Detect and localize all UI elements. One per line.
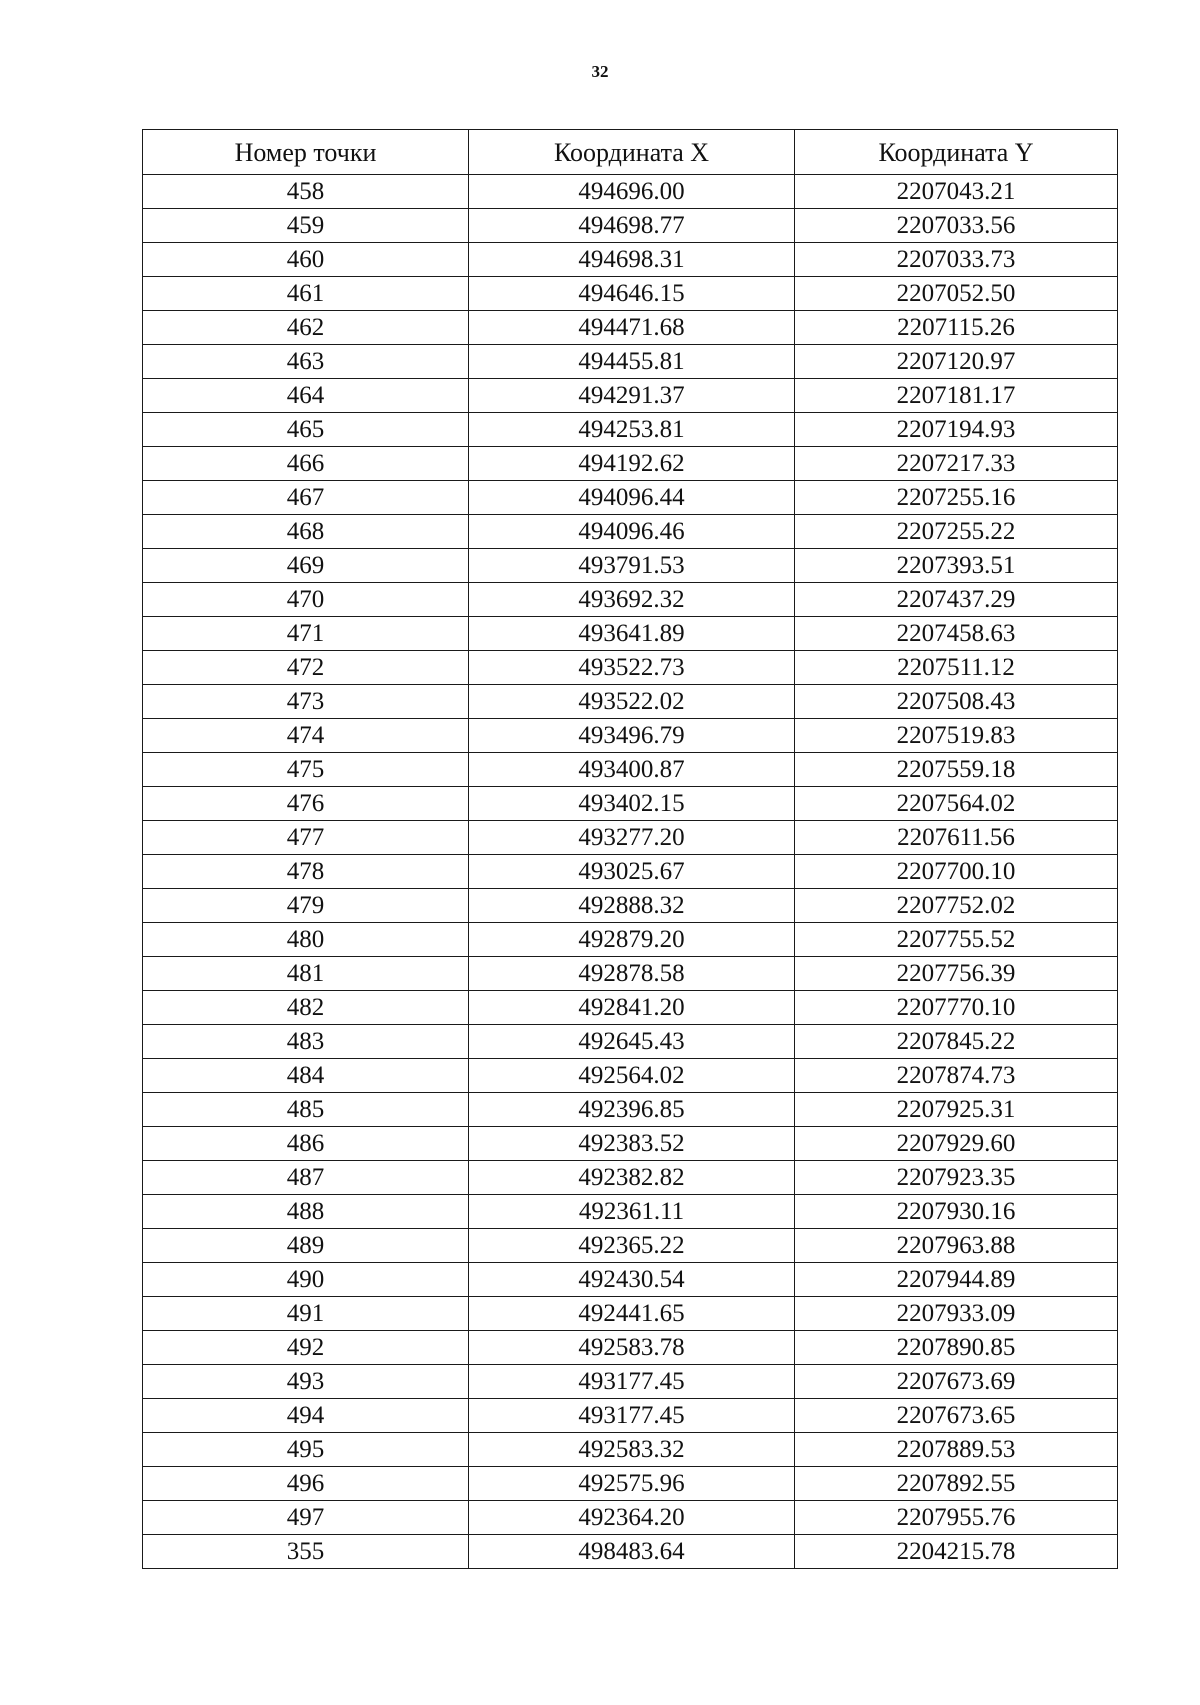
coordinate-x-cell: 493400.87	[469, 753, 795, 787]
coordinate-y-cell: 2207700.10	[795, 855, 1118, 889]
point-number-cell: 464	[143, 379, 469, 413]
coordinate-y-cell: 2207217.33	[795, 447, 1118, 481]
coordinate-x-cell: 493692.32	[469, 583, 795, 617]
point-number-cell: 478	[143, 855, 469, 889]
table-row	[143, 1399, 1118, 1433]
point-number-cell: 459	[143, 209, 469, 243]
coordinate-y-cell: 2207755.52	[795, 923, 1118, 957]
table-row	[143, 753, 1118, 787]
point-number-cell: 491	[143, 1297, 469, 1331]
coordinate-x-cell: 494291.37	[469, 379, 795, 413]
coordinate-y-cell: 2207511.12	[795, 651, 1118, 685]
coordinate-x-cell: 493177.45	[469, 1365, 795, 1399]
point-number-cell: 489	[143, 1229, 469, 1263]
coordinate-x-cell: 492430.54	[469, 1263, 795, 1297]
table-row	[143, 821, 1118, 855]
coordinate-y-cell: 2207756.39	[795, 957, 1118, 991]
coordinate-y-cell: 2207033.56	[795, 209, 1118, 243]
table-row	[143, 583, 1118, 617]
coordinate-x-cell: 492365.22	[469, 1229, 795, 1263]
coordinate-x-cell: 494253.81	[469, 413, 795, 447]
coordinate-y-cell: 2207929.60	[795, 1127, 1118, 1161]
point-number-cell: 476	[143, 787, 469, 821]
coordinate-x-cell: 493025.67	[469, 855, 795, 889]
table-row	[143, 345, 1118, 379]
coordinate-x-cell: 494096.46	[469, 515, 795, 549]
point-number-cell: 467	[143, 481, 469, 515]
point-number-cell: 469	[143, 549, 469, 583]
table-row	[143, 1331, 1118, 1365]
point-number-cell: 468	[143, 515, 469, 549]
table-row	[143, 379, 1118, 413]
point-number-cell: 465	[143, 413, 469, 447]
coordinate-y-cell: 2207255.16	[795, 481, 1118, 515]
table-row	[143, 1467, 1118, 1501]
coordinate-y-cell: 2207564.02	[795, 787, 1118, 821]
coordinate-x-cell: 493402.15	[469, 787, 795, 821]
coordinate-y-cell: 2207052.50	[795, 277, 1118, 311]
table-row	[143, 1297, 1118, 1331]
table-row	[143, 1093, 1118, 1127]
coordinate-y-cell: 2207963.88	[795, 1229, 1118, 1263]
coordinate-y-cell: 2207611.56	[795, 821, 1118, 855]
coordinate-x-cell: 493641.89	[469, 617, 795, 651]
table-row	[143, 277, 1118, 311]
coordinate-y-cell: 2207874.73	[795, 1059, 1118, 1093]
point-number-cell: 488	[143, 1195, 469, 1229]
coordinate-y-cell: 2207255.22	[795, 515, 1118, 549]
coordinate-x-cell: 492441.65	[469, 1297, 795, 1331]
header-point-number: Номер точки	[143, 130, 469, 175]
coordinate-y-cell: 2207519.83	[795, 719, 1118, 753]
table-row	[143, 923, 1118, 957]
table-row	[143, 719, 1118, 753]
table-row	[143, 1263, 1118, 1297]
coordinate-y-cell: 2207930.16	[795, 1195, 1118, 1229]
point-number-cell: 472	[143, 651, 469, 685]
point-number-cell: 483	[143, 1025, 469, 1059]
coordinate-y-cell: 2207181.17	[795, 379, 1118, 413]
coordinate-x-cell: 493496.79	[469, 719, 795, 753]
table-body	[143, 175, 1118, 1569]
point-number-cell: 471	[143, 617, 469, 651]
coordinate-y-cell: 2207925.31	[795, 1093, 1118, 1127]
point-number-cell: 477	[143, 821, 469, 855]
point-number-cell: 460	[143, 243, 469, 277]
coordinate-x-cell: 493277.20	[469, 821, 795, 855]
coordinate-x-cell: 492841.20	[469, 991, 795, 1025]
coordinate-y-cell: 2207458.63	[795, 617, 1118, 651]
coordinate-y-cell: 2207890.85	[795, 1331, 1118, 1365]
coordinates-table	[142, 129, 1118, 1569]
coordinate-x-cell: 492382.82	[469, 1161, 795, 1195]
table-row	[143, 651, 1118, 685]
point-number-cell: 486	[143, 1127, 469, 1161]
coordinate-y-cell: 2207194.93	[795, 413, 1118, 447]
coordinate-y-cell: 2207673.69	[795, 1365, 1118, 1399]
table-row	[143, 957, 1118, 991]
point-number-cell: 490	[143, 1263, 469, 1297]
point-number-cell: 480	[143, 923, 469, 957]
header-coordinate-y: Координата Y	[795, 130, 1118, 175]
coordinate-x-cell: 494455.81	[469, 345, 795, 379]
table-row	[143, 1501, 1118, 1535]
point-number-cell: 463	[143, 345, 469, 379]
table-header-row	[143, 130, 1118, 175]
table-row	[143, 1025, 1118, 1059]
coordinate-x-cell: 493791.53	[469, 549, 795, 583]
point-number-cell: 458	[143, 175, 469, 209]
table-row	[143, 1365, 1118, 1399]
coordinate-y-cell: 2207043.21	[795, 175, 1118, 209]
coordinate-x-cell: 494471.68	[469, 311, 795, 345]
coordinate-x-cell: 492564.02	[469, 1059, 795, 1093]
coordinate-x-cell: 494698.77	[469, 209, 795, 243]
coordinate-x-cell: 492383.52	[469, 1127, 795, 1161]
coordinate-y-cell: 2207944.89	[795, 1263, 1118, 1297]
table-row	[143, 175, 1118, 209]
coordinate-x-cell: 492888.32	[469, 889, 795, 923]
coordinate-x-cell: 492583.78	[469, 1331, 795, 1365]
point-number-cell: 461	[143, 277, 469, 311]
point-number-cell: 466	[143, 447, 469, 481]
coordinate-x-cell: 498483.64	[469, 1535, 795, 1569]
table-row	[143, 1535, 1118, 1569]
coordinate-y-cell: 2207892.55	[795, 1467, 1118, 1501]
point-number-cell: 482	[143, 991, 469, 1025]
coordinate-y-cell: 2207933.09	[795, 1297, 1118, 1331]
table-row	[143, 787, 1118, 821]
point-number-cell: 481	[143, 957, 469, 991]
coordinate-y-cell: 2207889.53	[795, 1433, 1118, 1467]
coordinate-x-cell: 493522.73	[469, 651, 795, 685]
point-number-cell: 495	[143, 1433, 469, 1467]
coordinate-x-cell: 493522.02	[469, 685, 795, 719]
coordinate-y-cell: 2207770.10	[795, 991, 1118, 1025]
table-row	[143, 1433, 1118, 1467]
coordinate-x-cell: 494646.15	[469, 277, 795, 311]
table-row	[143, 413, 1118, 447]
coordinate-y-cell: 2207115.26	[795, 311, 1118, 345]
table-row	[143, 447, 1118, 481]
coordinate-y-cell: 2207845.22	[795, 1025, 1118, 1059]
coordinate-y-cell: 2207393.51	[795, 549, 1118, 583]
coordinate-x-cell: 492396.85	[469, 1093, 795, 1127]
coordinate-x-cell: 494096.44	[469, 481, 795, 515]
point-number-cell: 496	[143, 1467, 469, 1501]
point-number-cell: 475	[143, 753, 469, 787]
point-number-cell: 493	[143, 1365, 469, 1399]
table-row	[143, 991, 1118, 1025]
coordinate-y-cell: 2207508.43	[795, 685, 1118, 719]
table-row	[143, 1195, 1118, 1229]
point-number-cell: 485	[143, 1093, 469, 1127]
table-row	[143, 1059, 1118, 1093]
coordinate-x-cell: 494192.62	[469, 447, 795, 481]
point-number-cell: 497	[143, 1501, 469, 1535]
page-number: 32	[591, 62, 609, 81]
point-number-cell: 473	[143, 685, 469, 719]
table-row	[143, 311, 1118, 345]
coordinate-y-cell: 2204215.78	[795, 1535, 1118, 1569]
table-row	[143, 549, 1118, 583]
point-number-cell: 492	[143, 1331, 469, 1365]
coordinate-y-cell: 2207559.18	[795, 753, 1118, 787]
table-row	[143, 1229, 1118, 1263]
coordinate-x-cell: 493177.45	[469, 1399, 795, 1433]
coordinate-y-cell: 2207955.76	[795, 1501, 1118, 1535]
table-row	[143, 243, 1118, 277]
table-row	[143, 1127, 1118, 1161]
coordinate-x-cell: 492583.32	[469, 1433, 795, 1467]
point-number-cell: 487	[143, 1161, 469, 1195]
table-row	[143, 515, 1118, 549]
coordinate-y-cell: 2207120.97	[795, 345, 1118, 379]
header-coordinate-x: Координата X	[469, 130, 795, 175]
coordinate-x-cell: 492575.96	[469, 1467, 795, 1501]
coordinate-y-cell: 2207923.35	[795, 1161, 1118, 1195]
point-number-cell: 355	[143, 1535, 469, 1569]
table-row	[143, 209, 1118, 243]
coordinate-y-cell: 2207033.73	[795, 243, 1118, 277]
table-row	[143, 889, 1118, 923]
coordinate-x-cell: 492878.58	[469, 957, 795, 991]
point-number-cell: 462	[143, 311, 469, 345]
point-number-cell: 470	[143, 583, 469, 617]
point-number-cell: 494	[143, 1399, 469, 1433]
table-row	[143, 1161, 1118, 1195]
table-row	[143, 685, 1118, 719]
coordinate-x-cell: 494698.31	[469, 243, 795, 277]
coordinate-x-cell: 492879.20	[469, 923, 795, 957]
coordinate-y-cell: 2207752.02	[795, 889, 1118, 923]
coordinate-x-cell: 492645.43	[469, 1025, 795, 1059]
point-number-cell: 474	[143, 719, 469, 753]
coordinate-x-cell: 492361.11	[469, 1195, 795, 1229]
point-number-cell: 479	[143, 889, 469, 923]
table-row	[143, 855, 1118, 889]
table-row	[143, 481, 1118, 515]
coordinate-y-cell: 2207437.29	[795, 583, 1118, 617]
table-row	[143, 617, 1118, 651]
coordinate-x-cell: 494696.00	[469, 175, 795, 209]
point-number-cell: 484	[143, 1059, 469, 1093]
coordinate-y-cell: 2207673.65	[795, 1399, 1118, 1433]
coordinate-x-cell: 492364.20	[469, 1501, 795, 1535]
